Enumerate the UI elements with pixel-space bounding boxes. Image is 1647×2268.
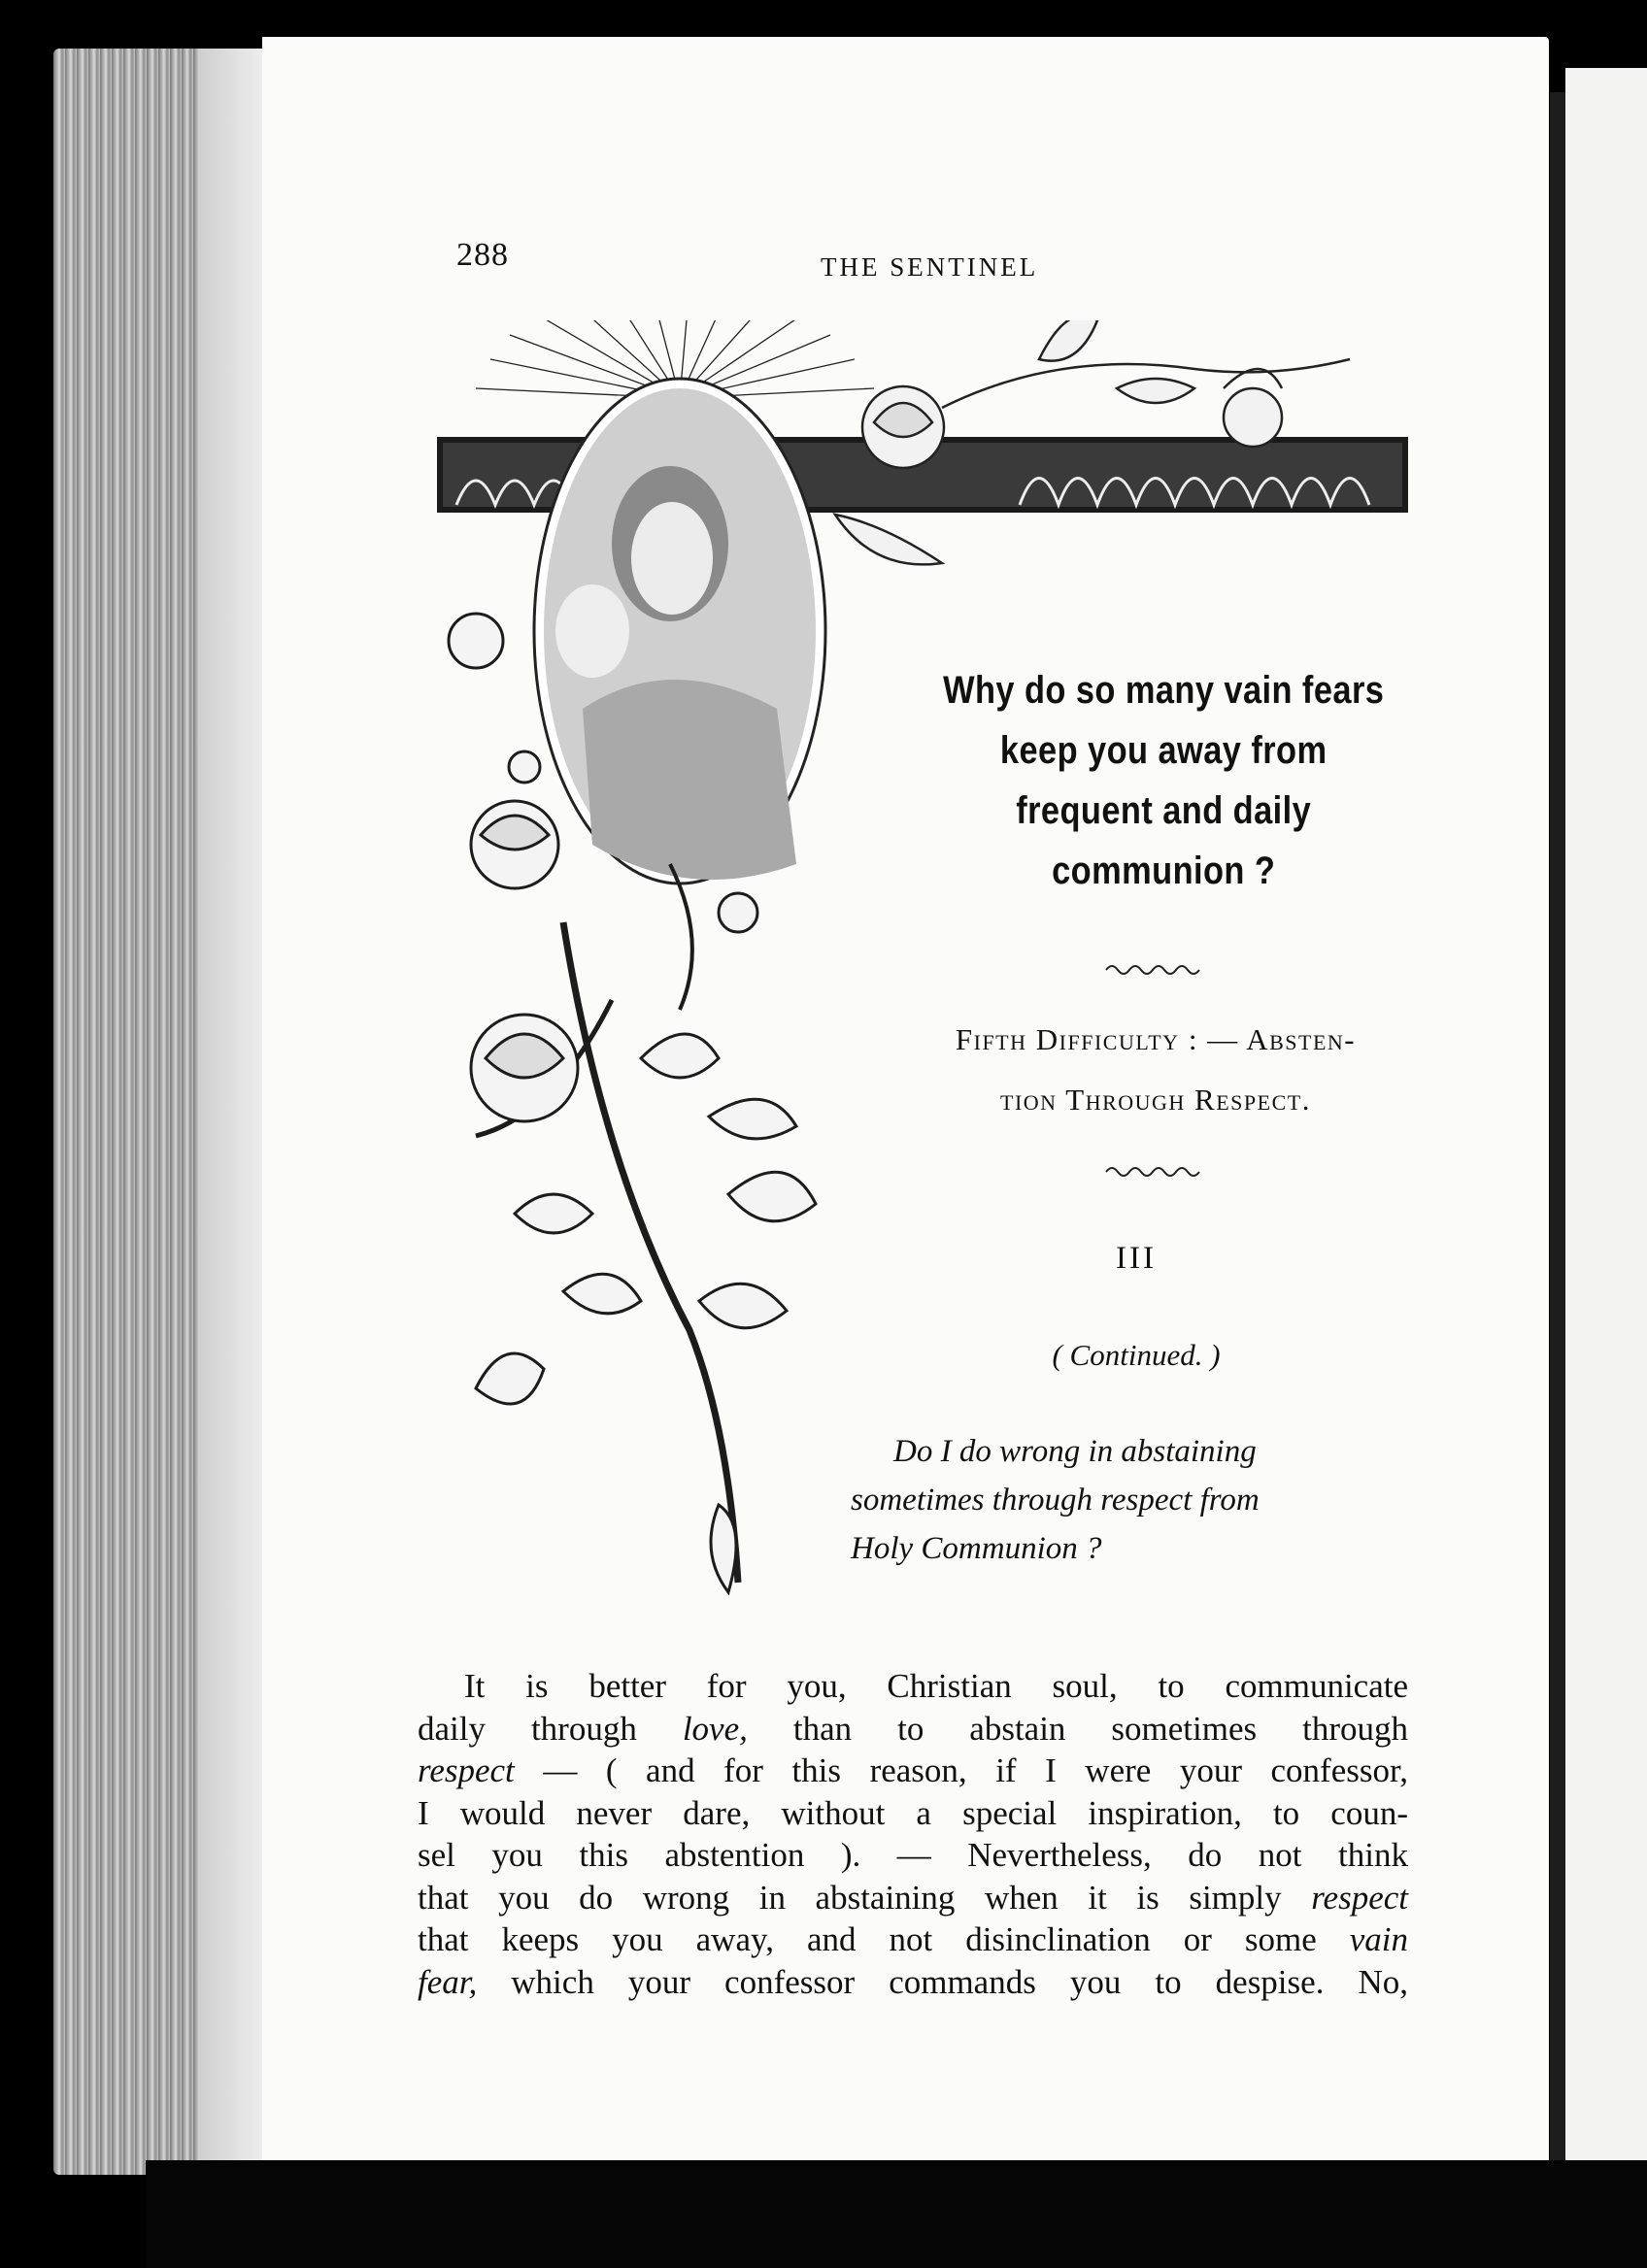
- question-line: frequent and daily: [1016, 789, 1312, 832]
- body-emphasis: respect: [1311, 1878, 1408, 1917]
- question-heading: [855, 660, 1472, 901]
- body-text: I would never dare, without a special inspiration, to coun-: [418, 1793, 1408, 1832]
- italic-question-line: Holy Communion ?: [851, 1531, 1102, 1566]
- question-line: communion ?: [1052, 850, 1276, 892]
- body-text: that keeps you away, and not disinclination or some: [418, 1920, 1350, 1958]
- italic-question: [851, 1427, 1416, 1573]
- difficulty-line: Fifth Difficulty : — Absten-: [955, 1022, 1357, 1056]
- squiggle-divider-icon: [1104, 1163, 1201, 1177]
- body-emphasis: respect: [418, 1751, 515, 1789]
- body-line: [418, 1918, 1408, 1961]
- body-line: [418, 1708, 1408, 1751]
- body-line: [418, 1665, 1408, 1708]
- italic-question-line: sometimes through respect from: [851, 1483, 1260, 1518]
- body-line: [418, 1834, 1408, 1877]
- book-page-edges: [53, 49, 277, 2175]
- squiggle-divider-icon: [1104, 961, 1201, 975]
- body-line: [418, 1750, 1408, 1792]
- body-line: [418, 1877, 1408, 1919]
- facing-page-edge: [1565, 68, 1647, 2185]
- body-text: that you do wrong in abstaining when it is simply: [418, 1878, 1312, 1917]
- body-text: which your confessor commands you to despise. No,: [477, 1962, 1408, 2001]
- body-text: It is better for you, Christian soul, to communicate: [464, 1667, 1408, 1705]
- body-line: [418, 1792, 1408, 1835]
- continued-note: ( Continued. ): [1052, 1338, 1221, 1372]
- body-text: — ( and for this reason, if I were your confessor,: [514, 1751, 1408, 1789]
- bottom-dark-band: [146, 2160, 1647, 2268]
- body-emphasis: love,: [682, 1709, 748, 1748]
- difficulty-subheading: [855, 1010, 1457, 1130]
- page-number: 288: [456, 237, 509, 273]
- book-spine-shadow: [1550, 92, 1565, 2170]
- body-line: [418, 1961, 1408, 2004]
- page-header: [0, 233, 1647, 291]
- italic-question-line: Do I do wrong in abstaining: [893, 1434, 1257, 1469]
- body-emphasis: vain: [1349, 1920, 1408, 1958]
- decorative-illustration: [418, 320, 1428, 1621]
- section-number: III: [1116, 1241, 1157, 1276]
- body-text: daily through: [418, 1709, 683, 1748]
- oval-portrait-icon: [534, 379, 825, 884]
- body-text: sel you this abstention ). — Nevertheless, do not think: [418, 1836, 1408, 1874]
- body-emphasis: fear,: [418, 1962, 478, 2001]
- body-text: than to abstain sometimes through: [747, 1709, 1408, 1748]
- difficulty-line: tion Through Respect.: [1000, 1083, 1311, 1117]
- question-line: Why do so many vain fears: [943, 669, 1385, 712]
- question-line: keep you away from: [999, 729, 1328, 772]
- body-paragraph: [418, 1665, 1408, 2003]
- running-title: THE SENTINEL: [821, 252, 1039, 282]
